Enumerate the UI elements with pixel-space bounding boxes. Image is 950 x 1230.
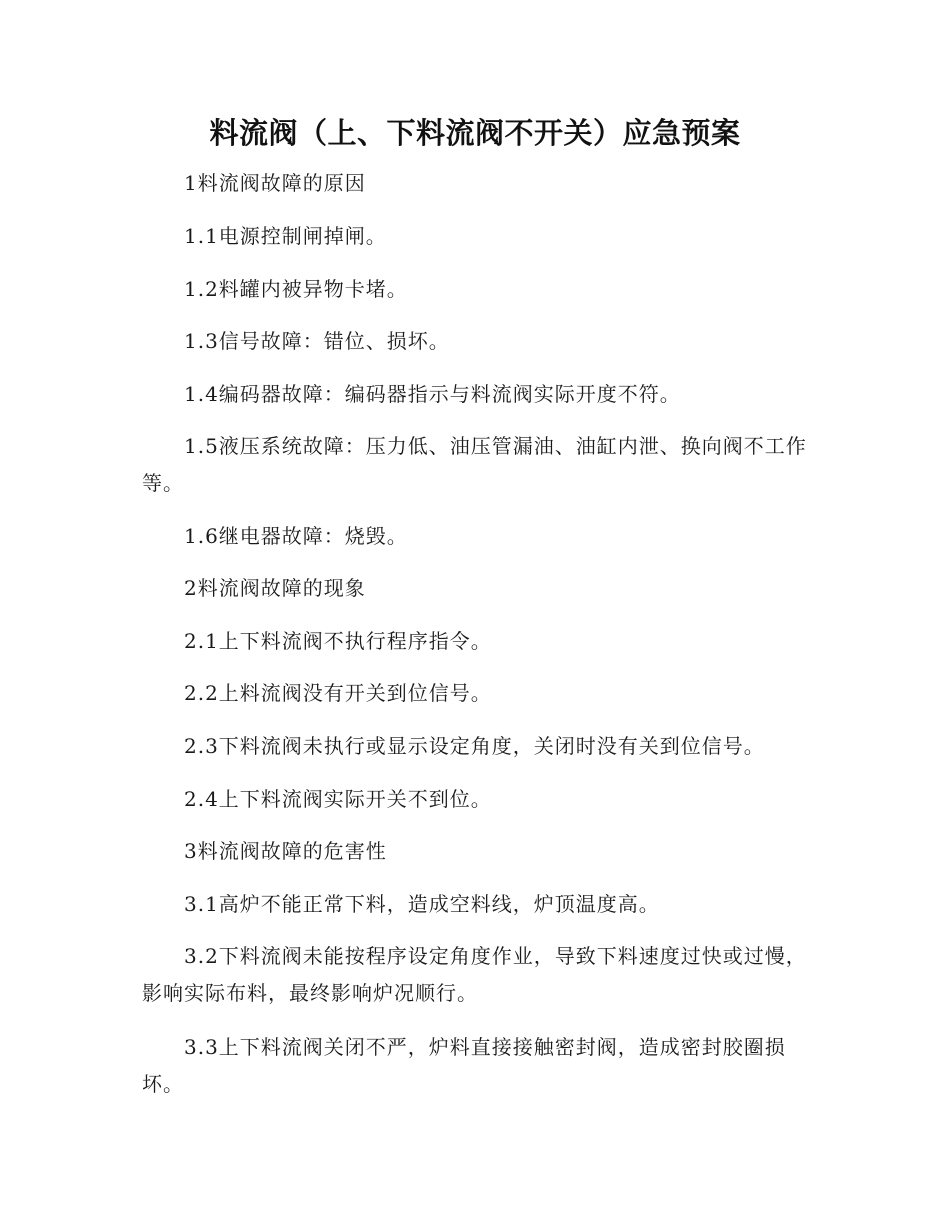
section-heading-2: 2料流阀故障的现象 <box>184 576 366 600</box>
paragraph-1-5: 1.5液压系统故障：压力低、油压管漏油、油缸内泄、换向阀不工作等。 <box>142 434 807 495</box>
paragraph-2-1: 2.1上下料流阀不执行程序指令。 <box>184 629 492 653</box>
paragraph-1-4: 1.4编码器故障：编码器指示与料流阀实际开度不符。 <box>184 382 681 406</box>
document-title: 料流阀（上、下料流阀不开关）应急预案 <box>209 116 741 150</box>
paragraph-2-4: 2.4上下料流阀实际开关不到位。 <box>184 787 492 811</box>
paragraph-1-1: 1.1电源控制闸掉闸。 <box>184 224 387 248</box>
paragraph-2-2: 2.2上料流阀没有开关到位信号。 <box>184 681 492 705</box>
paragraph-3-2: 3.2下料流阀未能按程序设定角度作业，导致下料速度过快或过慢，影响实际布料，最终影响炉况顺行。 <box>142 944 807 1005</box>
paragraph-1-6: 1.6继电器故障：烧毁。 <box>184 524 408 548</box>
paragraph-3-3: 3.3上下料流阀关闭不严，炉料直接接触密封阀，造成密封胶圈损坏。 <box>142 1035 786 1096</box>
paragraph-2-3: 2.3下料流阀未执行或显示设定角度，关闭时没有关到位信号。 <box>184 734 765 758</box>
section-heading-1: 1料流阀故障的原因 <box>184 171 366 195</box>
paragraph-1-3: 1.3信号故障：错位、损坏。 <box>184 329 450 353</box>
paragraph-3-1: 3.1高炉不能正常下料，造成空料线，炉顶温度高。 <box>184 892 660 916</box>
section-heading-3: 3料流阀故障的危害性 <box>184 839 387 863</box>
paragraph-1-2: 1.2料罐内被异物卡堵。 <box>184 277 408 301</box>
